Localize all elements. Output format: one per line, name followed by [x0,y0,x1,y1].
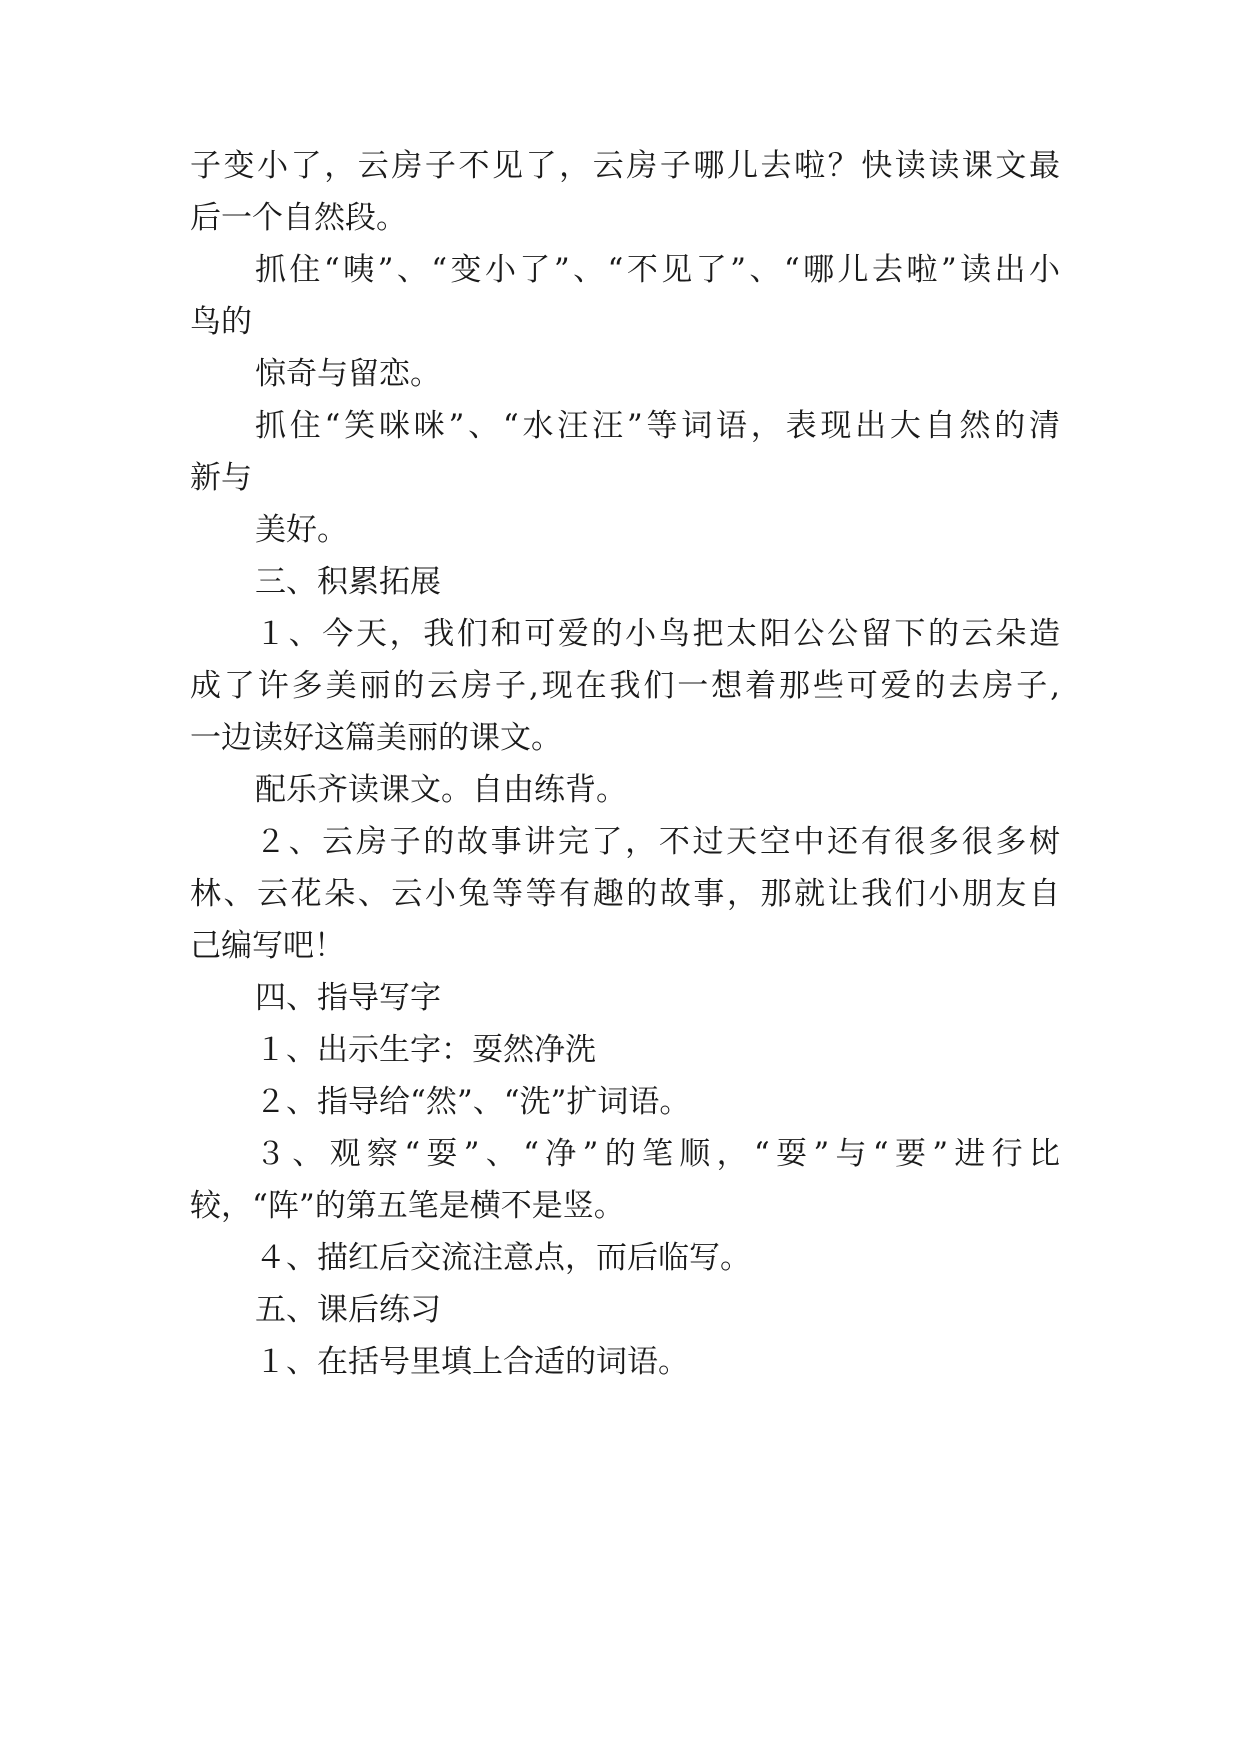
text-line: ２、指导给“然”、“洗”扩词语。 [255,1084,691,1120]
text-line: ３、观察“耍”、“净”的笔顺，“耍”与“要”进行比 [255,1136,1060,1172]
text-line: 成了许多美丽的云房子,现在我们一想着那些可爱的去房子, [190,668,1060,704]
section-heading: 三、积累拓展 [255,564,441,600]
text-line: ４、描红后交流注意点，而后临写。 [255,1240,751,1276]
text-line: １、在括号里填上合适的词语。 [255,1344,689,1380]
text-line: １、出示生字：耍然净洗 [255,1032,596,1068]
text-line: １、今天，我们和可爱的小鸟把太阳公公留下的云朵造 [255,616,1060,652]
text-line: 抓住“咦”、“变小了”、“不见了”、“哪儿去啦”读出小 [255,252,1060,288]
text-line: 新与 [190,460,252,496]
text-line: 美好。 [255,512,348,548]
text-line: 子变小了，云房子不见了，云房子哪儿去啦？快读读课文最 [190,148,1060,184]
text-line: 一边读好这篇美丽的课文。 [190,720,562,756]
text-line: 己编写吧！ [190,928,345,964]
section-heading: 四、指导写字 [255,980,441,1016]
text-line: 抓住“笑咪咪”、“水汪汪”等词语，表现出大自然的清 [255,408,1060,444]
text-line: 惊奇与留恋。 [255,356,441,392]
text-line: ２、云房子的故事讲完了，不过天空中还有很多很多树 [255,824,1060,860]
text-line: 林、云花朵、云小兔等等有趣的故事，那就让我们小朋友自 [190,876,1060,912]
section-heading: 五、课后练习 [255,1292,441,1328]
text-line: 较，“阵”的第五笔是横不是竖。 [190,1188,625,1224]
text-line: 配乐齐读课文。自由练背。 [255,772,627,808]
text-line: 鸟的 [190,304,252,340]
text-line: 后一个自然段。 [190,200,407,236]
